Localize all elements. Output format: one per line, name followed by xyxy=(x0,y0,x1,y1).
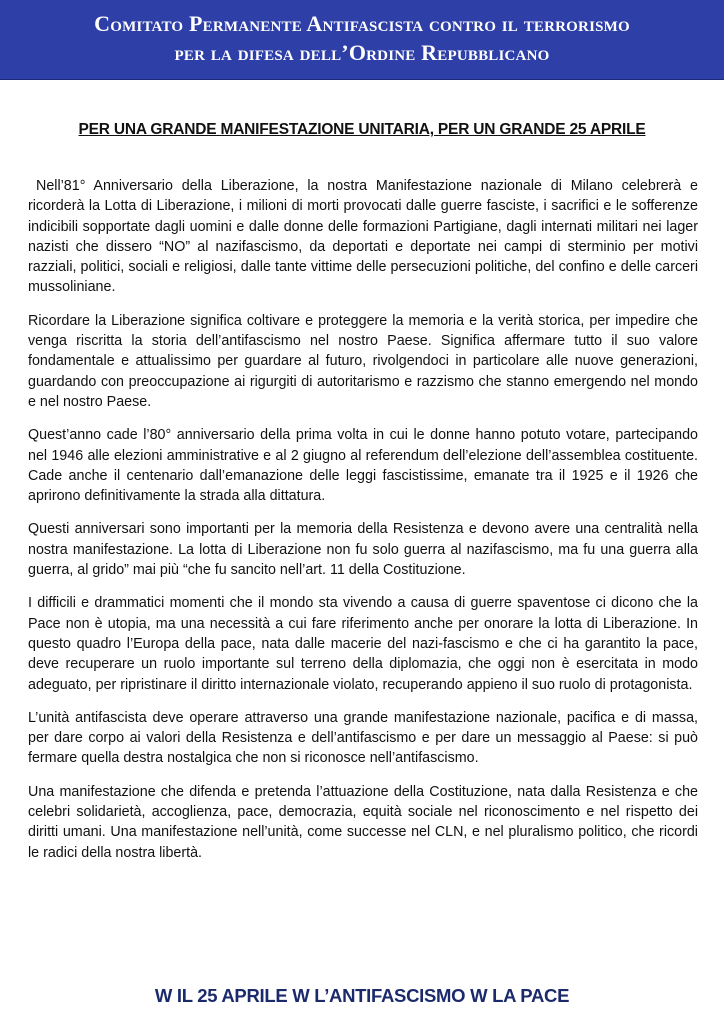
body-text xyxy=(28,176,698,876)
header-banner xyxy=(0,0,724,80)
paragraph-4: Questi anniversari sono importanti per la memoria della Resistenza e devono avere una centralità nella nostra manifestazione. La lotta di Liberazione non fu solo guerra al nazifascismo, ma fu una guerra alla guerra, al grido” mai più “che fu sancito nell’art. 11 della Costituzione. xyxy=(28,521,698,579)
paragraph-7: Una manifestazione che difenda e pretenda l’attuazione della Costituzione, nata dalla Resistenza e che celebri solidarietà, accoglienza, pace, democrazia, equità sociale nel riconoscimento e nel rispetto dei diritti umani. Una manifestazione nell’unità, come successe nel CLN, e nel pluralismo politico, che ricordi le radici della nostra libertà. xyxy=(28,783,698,861)
footer-slogan: W IL 25 APRILE W L’ANTIFASCISMO W LA PACE xyxy=(154,985,570,1006)
header-title-line-2: per la difesa dell’Ordine Repubblicano xyxy=(174,40,550,65)
paragraph-6: L’unità antifascista deve operare attraverso una grande manifestazione nazionale, pacifica e di massa, per dare corpo ai valori della Resistenza e dell’antifascismo e per dare un messaggio al Paese: si può fermare quella destra nostalgica che non si riconosce nell’antifascismo. xyxy=(28,709,698,767)
headline: PER UNA GRANDE MANIFESTAZIONE UNITARIA, PER UN GRANDE 25 APRILE xyxy=(78,121,646,138)
paragraph-5: I difficili e drammatici momenti che il mondo sta vivendo a causa di guerre spaventose ci dicono che la Pace non è utopia, ma una necessità a cui fare riferimento anche per onorare la lotta di Liberazione. In questo quadro l’Europa della pace, nata dalle macerie del nazi-fascismo e che ci ha garantito la pace, deve recuperare un ruolo importante sul terreno della diplomazia, che oggi non è esercitata in modo adeguato, per ripristinare il diritto internazionale violato, recuperando appieno il suo ruolo di protagonista. xyxy=(28,595,698,693)
header-title-line-1: Comitato Permanente Antifascista contro il terrorismo xyxy=(94,11,630,36)
paragraph-1: Nell’81° Anniversario della Liberazione, la nostra Manifestazione nazionale di Milano celebrerà e ricorderà la Lotta di Liberazione, i milioni di morti provocati dalle guerre fasciste, i sacrifici e le sofferenze indicibili sopportate dagli uomini e dalle donne delle formazioni Partigiane, dagli internati militari nei lager nazisti che dissero “NO” al nazifascismo, da deportati e deportate nei campi di sterminio per motivi razziali, politici, sociali e religiosi, dalle tante vittime delle persecuzioni politiche, del confino e delle carceri mussoliniane. xyxy=(28,178,698,296)
paragraph-2: Ricordare la Liberazione significa coltivare e proteggere la memoria e la verità storica, per impedire che venga riscritta la storia dell’antifascismo nel nostro Paese. Significa affermare tutto il suo valore fondamentale e attualissimo per guardare al futuro, rivolgendoci in particolare alle nuove generazioni, guardando con preoccupazione ai rigurgiti di autoritarismo e razzismo che stanno emergendo nel mondo e nel nostro Paese. xyxy=(28,312,698,410)
paragraph-3: Quest’anno cade l’80° anniversario della prima volta in cui le donne hanno potuto votare, partecipando nel 1946 alle elezioni amministrative e al 2 giugno al referendum dell’elezione dell’assemblea costituente. Cade anche il centenario dall’emanazione delle leggi fascistissime, emanate tra il 1925 e il 1926 che aprirono definitivamente la strada alla dittatura. xyxy=(28,427,698,505)
